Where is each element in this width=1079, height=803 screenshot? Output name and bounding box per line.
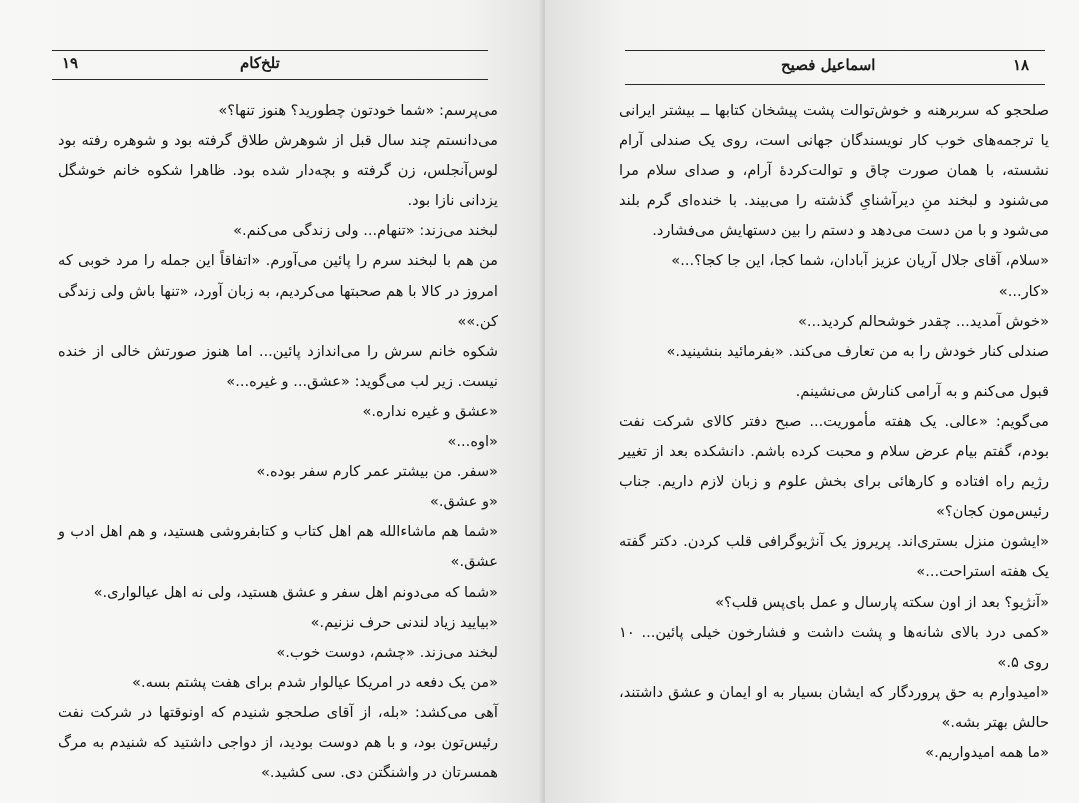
header-rule-bottom <box>625 84 1045 85</box>
page-number: ۱۸ <box>1013 56 1030 74</box>
paragraph: «خوش آمدید... چقدر خوشحالم کردید...» <box>797 312 1049 330</box>
right-page <box>545 0 1079 803</box>
paragraph: «سفر. من بیشتر عمر کارم سفر بوده.» <box>256 463 498 481</box>
page-number: ۱۹ <box>62 54 79 72</box>
header-rule-top <box>625 50 1045 51</box>
paragraph: «عشق و غیره نداره.» <box>362 402 498 420</box>
paragraph: «اوه...» <box>447 433 498 451</box>
paragraph: می‌گویم: «عالی. یک هفته مأموریت... صبح دفتر کالای شرکت نفت بودم، گفتم بیام عرض سلام و محبت کرده باشم. دانشکده بعد از تغییر رژیم راه افتاده و کارهائی برای بخش علوم و زبان لازم داریم. جناب رئیس‌مون کجان؟» <box>619 412 1049 521</box>
paragraph: «شما هم ماشاءالله هم اهل کتاب و کتابفروشی هستید، و هم اهل ادب و عشق.» <box>58 523 498 571</box>
running-head-title: تلخ‌کام <box>240 54 280 72</box>
running-head-title: اسماعیل فصیح <box>781 56 876 74</box>
paragraph: «بیایید زیاد لندنی حرف نزنیم.» <box>310 613 498 631</box>
page-body <box>58 96 498 788</box>
page-body <box>619 96 1049 768</box>
paragraph: قبول می‌کنم و به آرامی کنارش می‌نشینم. <box>795 382 1049 400</box>
paragraph: «و عشق.» <box>429 493 498 511</box>
paragraph: «کار...» <box>998 282 1049 300</box>
paragraph: «من یک دفعه در امریکا عیالوار شدم برای هفت پشتم بسه.» <box>132 673 498 691</box>
paragraph: «آنژیو؟ بعد از اون سکته پارسال و عمل بای‌پس قلب؟» <box>715 593 1049 611</box>
paragraph: «سلام، آقای جلال آریان عزیز آبادان، شما کجا، این جا کجا؟...» <box>671 252 1049 270</box>
paragraph: لبخند می‌زند: «تنهام... ولی زندگی می‌کنم.» <box>233 222 498 240</box>
paragraph: آهی می‌کشد: «بله، از آقای صلحجو شنیدم که اونوقتها در شرکت نفت رئیس‌تون بود، و با هم دوست بودید، از دواجی داشتید که شنیدم به مرگ همسرتان در واشنگتن دی. سی کشید.» <box>58 703 498 782</box>
paragraph: «شما که می‌دونم اهل سفر و عشق هستید، ولی نه اهل عیالواری.» <box>93 583 498 601</box>
paragraph: شکوه خانم سرش را می‌اندازد پائین... اما هنوز صورتش خالی از خنده نیست. زیر لب می‌گوید: «عشق... و غیره...» <box>58 342 498 390</box>
paragraph: «ایشون منزل بستری‌اند. پریروز یک آنژیوگرافی قلب کردن. دکتر گفته یک هفته استراحت...» <box>619 533 1049 581</box>
paragraph: می‌پرسم: «شما خودتون چطورید؟ هنوز تنها؟» <box>218 102 498 119</box>
paragraph: می‌دانستم چند سال قبل از شوهرش طلاق گرفته بود و شوهره رفته بود لوس‌آنجلس، زن گرفته و بچه‌دار شده بود. ظاهرا شکوه خانم خوشگل یزدانی نازا بود. <box>58 132 498 210</box>
header-rule-bottom <box>52 79 488 80</box>
paragraph: من هم با لبخند سرم را پائین می‌آورم. «اتفاقاً این جمله را مرد خوبی که امروز در کالا با هم صحبتها می‌کردیم، به زبان آورد، «تنها باش ولی زندگی کن.»» <box>58 252 498 330</box>
paragraph: «کمی درد بالای شانه‌ها و پشت داشت و فشارخون خیلی پائین... ۱۰ روی ۵.» <box>619 623 1049 671</box>
paragraph: صندلی کنار خودش را به من تعارف می‌کند. «بفرمائید بنشینید.» <box>666 342 1049 360</box>
paragraph: «امیدوارم به حق پروردگار که ایشان بسیار به او ایمان و عشق داشتند، حالش بهتر بشه.» <box>619 683 1049 731</box>
paragraph: لبخند می‌زند. «چشم، دوست خوب.» <box>276 643 498 661</box>
paragraph: صلحجو که سربرهنه و خوش‌توالت پشت پیشخان کتابها ــ بیشتر ایرانی یا ترجمه‌های خوب کار نویسندگان جهانی است، روی یک صندلی آرام نشسته، با همان صورت چاق و توالت‌کردهٔ آرام، و صدای سلام مرا می‌شنود و لبخند منِ دیرآشنایِ گذشته را می‌بیند. با خنده‌ای گرم بلند می‌شود و با من دست می‌دهد و دستم را بین دستهایش می‌فشارد. <box>619 102 1049 240</box>
header-rule-top <box>52 50 488 51</box>
paragraph: «ما همه امیدواریم.» <box>925 743 1049 761</box>
